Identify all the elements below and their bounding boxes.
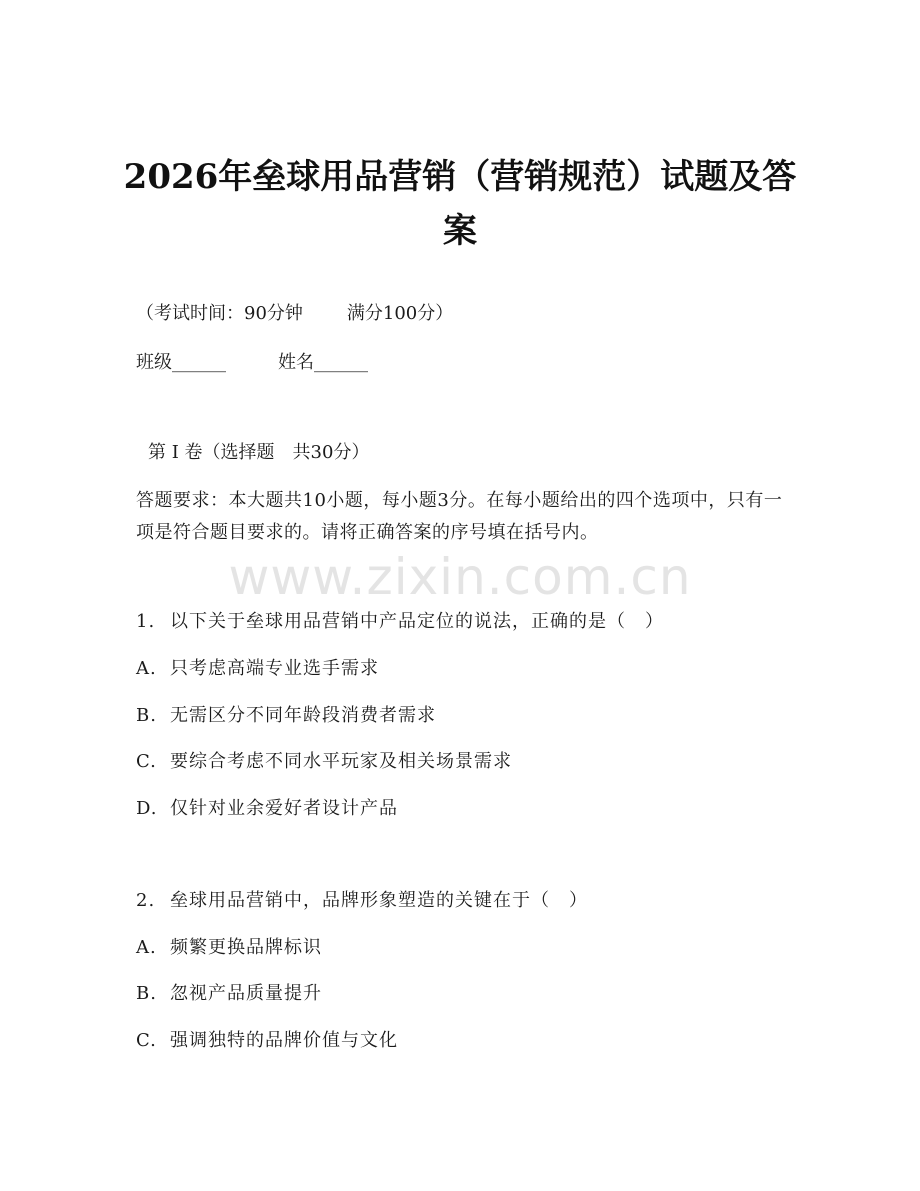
option-text: 仅针对业余爱好者设计产品 bbox=[170, 798, 398, 819]
question-number: 2. bbox=[136, 890, 156, 911]
title-line-1: 2026年垒球用品营销（营销规范）试题及答 bbox=[123, 157, 797, 197]
exam-info bbox=[136, 300, 453, 328]
question-1-option-c bbox=[136, 748, 512, 776]
option-text: 频繁更换品牌标识 bbox=[170, 937, 322, 958]
student-info bbox=[136, 349, 368, 377]
question-2-option-b bbox=[136, 980, 322, 1008]
option-text: 只考虑高端专业选手需求 bbox=[170, 658, 379, 679]
option-letter: B. bbox=[136, 705, 157, 726]
question-2-option-c bbox=[136, 1027, 398, 1055]
instructions: 答题要求：本大题共10小题，每小题3分。在每小题给出的四个选项中，只有一项是符合题目要求的。请将正确答案的序号填在括号内。 bbox=[136, 490, 783, 543]
option-letter: C. bbox=[136, 751, 157, 772]
exam-time: （考试时间：90分钟 bbox=[136, 303, 303, 324]
question-1-option-b bbox=[136, 702, 436, 730]
option-text: 要综合考虑不同水平玩家及相关场景需求 bbox=[170, 751, 512, 772]
option-text: 强调独特的品牌价值与文化 bbox=[170, 1030, 398, 1051]
name-field: 姓名______ bbox=[278, 352, 368, 373]
option-letter: C. bbox=[136, 1030, 157, 1051]
question-1-option-d bbox=[136, 795, 398, 823]
option-letter: D. bbox=[136, 798, 158, 819]
option-text: 忽视产品质量提升 bbox=[170, 983, 322, 1004]
question-1-stem bbox=[136, 608, 664, 636]
question-text: 垒球用品营销中，品牌形象塑造的关键在于（ ） bbox=[170, 890, 588, 911]
class-field: 班级______ bbox=[136, 352, 226, 373]
document-title bbox=[120, 150, 800, 258]
question-1-option-a bbox=[136, 655, 379, 683]
question-text: 以下关于垒球用品营销中产品定位的说法，正确的是（ ） bbox=[170, 611, 664, 632]
full-score: 满分100分） bbox=[346, 303, 454, 324]
option-letter: B. bbox=[136, 983, 157, 1004]
option-text: 无需区分不同年龄段消费者需求 bbox=[170, 705, 436, 726]
section-title: 第 I 卷（选择题 共30分） bbox=[148, 442, 370, 463]
watermark: www.zixin.com.cn bbox=[228, 548, 692, 606]
question-2-stem bbox=[136, 887, 588, 915]
title-line-2: 案 bbox=[443, 211, 477, 251]
option-letter: A. bbox=[136, 937, 157, 958]
option-letter: A. bbox=[136, 658, 157, 679]
question-number: 1. bbox=[136, 611, 156, 632]
question-2-option-a bbox=[136, 934, 322, 962]
